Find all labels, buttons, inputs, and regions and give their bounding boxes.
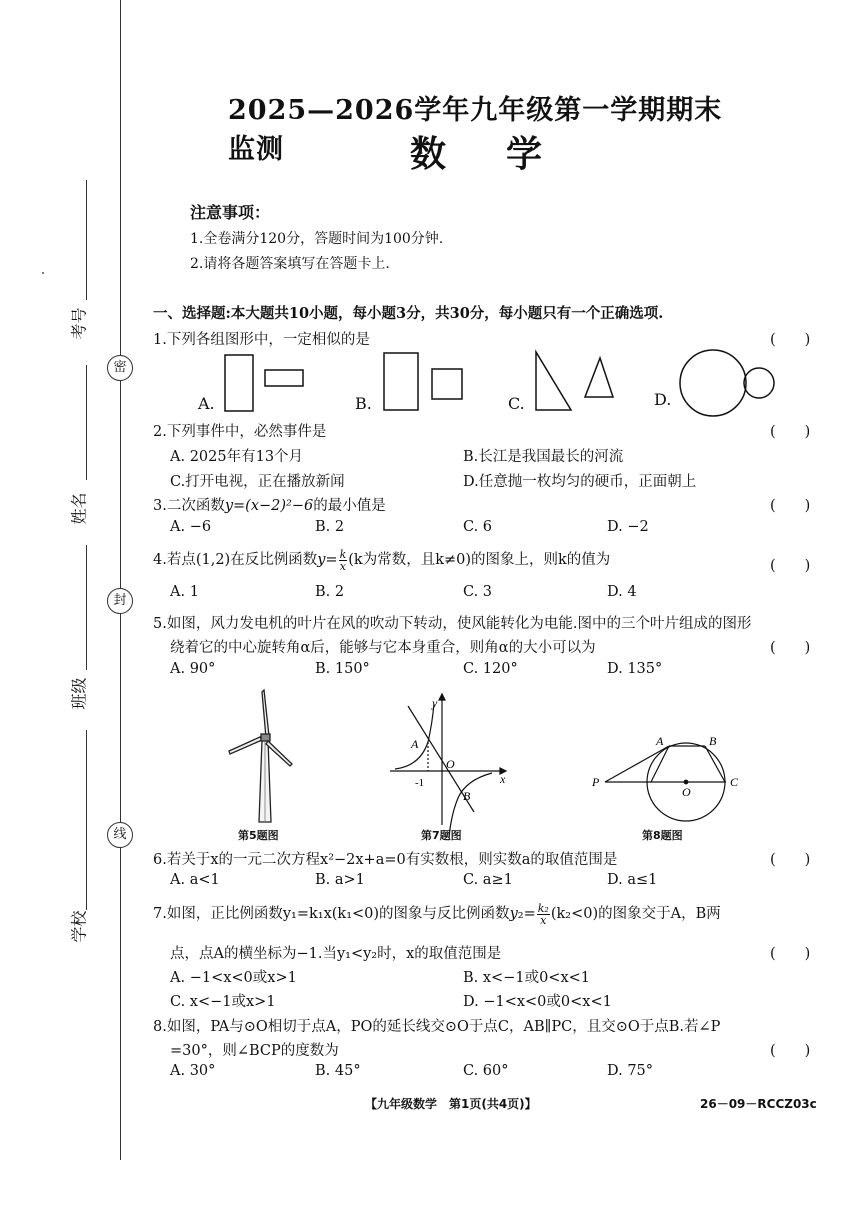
q7-option-a: A. −1<x<0或x>1 bbox=[170, 970, 297, 986]
q3-option-c: C. 6 bbox=[463, 519, 493, 535]
q7-line-1-post: (k₂<0)的图象交于A，B两 bbox=[550, 906, 721, 922]
fig5-wind-turbine bbox=[229, 690, 292, 822]
fig8-label-c: C bbox=[730, 775, 739, 789]
fig5-blade-up bbox=[262, 690, 269, 738]
note-1: 1.全卷满分120分，答题时间为100分钟. bbox=[190, 231, 444, 247]
seal-mi: 密 bbox=[107, 355, 133, 381]
q4-frac-den: x bbox=[339, 559, 347, 573]
q7-option-b: B. x<−1或0<x<1 bbox=[463, 970, 591, 986]
q4-stem-pre: 4.若点(1,2)在反比例函数 bbox=[153, 552, 318, 568]
fig8-label-b: B bbox=[709, 734, 717, 748]
fig8-label-a: A bbox=[656, 734, 664, 748]
fig7-label-a: A bbox=[411, 737, 419, 751]
fig5-blade-right bbox=[266, 741, 292, 766]
q4-stem-post: (k为常数，且k≠0)的图象上，则k的值为 bbox=[348, 552, 611, 568]
q3-option-a: A. −6 bbox=[170, 519, 212, 535]
fig7-label-x: x bbox=[500, 772, 506, 786]
q5-option-b: B. 150° bbox=[315, 661, 370, 677]
fig5-blade-left bbox=[229, 737, 262, 754]
q5-option-a: A. 90° bbox=[170, 661, 216, 677]
fig8-bc bbox=[705, 746, 725, 782]
q7-answer-paren: ( ) bbox=[770, 946, 811, 962]
q5-line-2: 绕着它的中心旋转角α后，能够与它本身重合，则角α的大小可以为 bbox=[170, 640, 596, 656]
q3-stem-pre: 3.二次函数 bbox=[153, 498, 225, 514]
q2-option-a: A. 2025年有13个月 bbox=[170, 449, 304, 465]
q6-option-c: C. a≥1 bbox=[463, 872, 513, 888]
fig8-label-o: O bbox=[682, 785, 691, 799]
q5-option-c: C. 120° bbox=[463, 661, 518, 677]
q3-option-d: D. −2 bbox=[607, 519, 649, 535]
q3-stem-post: 的最小值是 bbox=[313, 498, 386, 514]
q7-line-1: 7.如图，正比例函数y₁=k₁x(k₁<0)的图象与反比例函数y₂= $\frac{\text{k₂}}{x}$ (k₂<0)的图象交于A，B两 bbox=[153, 901, 721, 927]
q4-option-b: B. 2 bbox=[315, 584, 345, 600]
q7-line-1-pre: 7.如图，正比例函数y₁=k₁x(k₁<0)的图象与反比例函数 bbox=[153, 906, 510, 922]
footer-code: 26－09－RCCZ03c bbox=[700, 1097, 817, 1111]
q2-answer-paren: ( ) bbox=[770, 424, 811, 440]
fig7-label-y: y bbox=[432, 696, 438, 710]
q1-option-c: C. bbox=[508, 394, 525, 413]
footer-page-info: 【九年级数学 第1页(共4页)】 bbox=[365, 1097, 537, 1111]
q7-option-d: D. −1<x<0或0<x<1 bbox=[463, 994, 612, 1010]
q6-option-a: A. a<1 bbox=[170, 872, 220, 888]
q4-option-a: A. 1 bbox=[170, 584, 199, 600]
q5-line-1: 5.如图，风力发电机的叶片在风的吹动下转动，使风能转化为电能.图中的三个叶片组成的图形 bbox=[153, 616, 752, 632]
q1-answer-paren: ( ) bbox=[770, 332, 811, 348]
seal-feng: 封 bbox=[107, 588, 133, 614]
q8-option-c: C. 60° bbox=[463, 1063, 509, 1079]
fig7-label-neg1: -1 bbox=[415, 777, 425, 789]
q1-option-b: B. bbox=[355, 394, 372, 413]
notes-title: 注意事项： bbox=[190, 203, 271, 222]
q3-option-b: B. 2 bbox=[315, 519, 345, 535]
note-2: 2.请将各题答案填写在答题卡上. bbox=[190, 256, 390, 272]
fig7-label-b: B bbox=[463, 789, 471, 803]
exam-title: 2025—2026学年九年级第一学期期末监测 bbox=[228, 95, 723, 165]
q1-option-a: A. bbox=[198, 394, 215, 413]
label-class: 班级 bbox=[69, 677, 89, 710]
fig5-nacelle bbox=[261, 734, 270, 741]
seal-xian: 线 bbox=[107, 822, 133, 848]
fig7-y-arrow bbox=[439, 694, 445, 700]
q6-option-b: B. a>1 bbox=[315, 872, 365, 888]
fig8-geometry bbox=[605, 743, 726, 821]
q6-stem: 6.若关于x的一元二次方程x²−2x+a=0有实数根，则实数a的取值范围是 bbox=[153, 852, 618, 868]
q4-option-c: C. 3 bbox=[463, 584, 493, 600]
q8-line-1: 8.如图，PA与⊙O相切于点A，PO的延长线交⊙O于点C，AB∥PC，且交⊙O于点B.若∠P bbox=[153, 1019, 721, 1035]
q7-frac-den: x bbox=[540, 913, 547, 927]
fig7-caption: 第7题图 bbox=[421, 829, 462, 842]
q7-frac-num: k₂ bbox=[537, 901, 549, 915]
q6-answer-paren: ( ) bbox=[770, 852, 811, 868]
q3-answer-paren: ( ) bbox=[770, 498, 811, 514]
q7-option-c: C. x<−1或x>1 bbox=[170, 994, 276, 1010]
q5-answer-paren: ( ) bbox=[770, 640, 811, 656]
q2-option-d: D.任意抛一枚均匀的硬币，正面朝上 bbox=[463, 474, 697, 490]
q4-answer-paren: ( ) bbox=[770, 558, 811, 574]
fig7-label-o: O bbox=[446, 757, 455, 771]
q4-stem: 4.若点(1,2)在反比例函数y= $\frac{k}{x}$ (k为常数，且k≠0)的图象上，则k的值为 bbox=[153, 547, 611, 573]
q8-option-a: A. 30° bbox=[170, 1063, 216, 1079]
subject-title: 数学 bbox=[410, 133, 603, 175]
q8-option-d: D. 75° bbox=[607, 1063, 654, 1079]
section-1-title: 一、选择题:本大题共10小题，每小题3分，共30分，每小题只有一个正确选项. bbox=[153, 305, 664, 322]
q2-stem: 2.下列事件中，必然事件是 bbox=[153, 424, 327, 440]
fig5-caption: 第5题图 bbox=[238, 829, 279, 842]
q1-stem: 1.下列各组图形中，一定相似的是 bbox=[153, 332, 370, 348]
q4-frac-num: k bbox=[339, 547, 347, 561]
q2-option-c: C.打开电视，正在播放新闻 bbox=[170, 474, 345, 490]
q8-line-2: =30°，则∠BCP的度数为 bbox=[170, 1043, 339, 1059]
q3-formula: y=(x−2)²−6 bbox=[224, 498, 314, 514]
fig8-center-dot bbox=[684, 780, 688, 784]
q7-fraction bbox=[537, 903, 550, 926]
q6-option-d: D. a≤1 bbox=[607, 872, 658, 888]
q2-option-b: B.长江是我国最长的河流 bbox=[463, 449, 624, 465]
label-name: 姓名 bbox=[69, 492, 89, 525]
label-school: 学校 bbox=[69, 910, 89, 943]
fig8-label-p: P bbox=[592, 775, 600, 789]
q7-line-2: 点，点A的横坐标为−1.当y₁<y₂时，x的取值范围是 bbox=[170, 946, 502, 962]
q5-option-d: D. 135° bbox=[607, 661, 663, 677]
label-exam-number: 考号 bbox=[69, 307, 89, 340]
q8-option-b: B. 45° bbox=[315, 1063, 361, 1079]
q8-answer-paren: ( ) bbox=[770, 1043, 811, 1059]
fig8-caption: 第8题图 bbox=[642, 829, 683, 842]
q4-option-d: D. 4 bbox=[607, 584, 637, 600]
q1-option-d: D. bbox=[654, 390, 672, 409]
